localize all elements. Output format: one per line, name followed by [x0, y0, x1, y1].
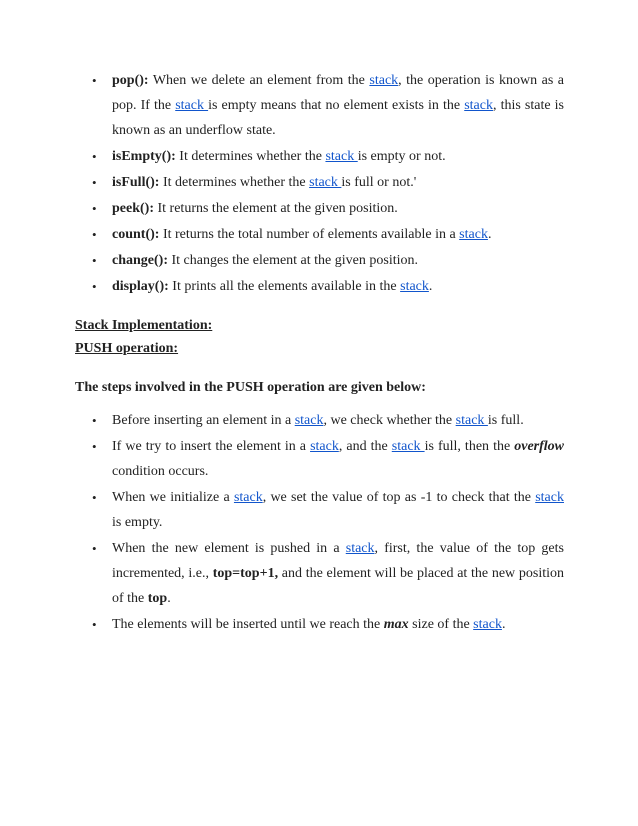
text: . — [428, 279, 433, 294]
stack-link[interactable]: stack — [309, 175, 342, 190]
text: When we delete an element from the — [148, 73, 370, 88]
text: , we check whether the — [323, 413, 456, 428]
stack-link[interactable]: stack — [175, 98, 209, 113]
text: and the element will be placed at the new position of the — [112, 566, 564, 606]
text: is full. — [487, 413, 524, 428]
text: When the new element is pushed in a — [112, 541, 346, 556]
text: It returns the element at the given position. — [154, 201, 398, 216]
stack-link[interactable]: stack — [310, 439, 339, 454]
push-steps-list — [112, 408, 564, 638]
text: It determines whether the — [159, 175, 310, 190]
emphasis-overflow: overflow — [514, 439, 564, 454]
emphasis-max: max — [383, 617, 409, 632]
stack-link[interactable]: stack — [459, 227, 488, 242]
stack-link[interactable]: stack — [233, 490, 263, 505]
list-item-isempty — [112, 144, 564, 169]
stack-link[interactable]: stack — [535, 490, 564, 505]
text: , the operation is known as a pop. If the — [112, 73, 564, 113]
text: , this state is known as an underflow state. — [112, 98, 564, 138]
text: is full or not.' — [341, 175, 417, 190]
list-item-step-3 — [112, 485, 564, 535]
text: condition occurs. — [112, 464, 209, 479]
list-item-count — [112, 222, 564, 247]
stack-link[interactable]: stack — [455, 413, 488, 428]
list-item-step-2 — [112, 434, 564, 484]
text: The elements will be inserted until we reach the — [112, 617, 384, 632]
text: Before inserting an element in a — [112, 413, 295, 428]
text: It prints all the elements available in the — [168, 279, 401, 294]
text: , first, the value of the top gets incremented, i.e., — [112, 541, 564, 581]
stack-link[interactable]: stack — [294, 413, 324, 428]
text: . — [167, 591, 171, 606]
text: It returns the total number of elements available in a — [159, 227, 460, 242]
text: is empty. — [112, 515, 163, 530]
operations-list — [112, 68, 564, 300]
text: size of the — [408, 617, 474, 632]
stack-link[interactable]: stack — [325, 149, 358, 164]
term-change: change(): — [112, 253, 168, 268]
text: is full, then the — [424, 439, 515, 454]
term-isempty: isEmpty(): — [112, 149, 176, 164]
list-item-step-1 — [112, 408, 564, 433]
term-pop: pop(): — [112, 73, 149, 88]
stack-link[interactable]: stack — [345, 541, 375, 556]
text: It determines whether the — [175, 149, 326, 164]
bold-top-increment: top=top+1, — [212, 566, 279, 581]
stack-link[interactable]: stack — [464, 98, 493, 113]
list-item-pop — [112, 68, 564, 143]
text: is empty or not. — [357, 149, 446, 164]
bold-top: top — [147, 591, 168, 606]
text: . — [487, 227, 492, 242]
stack-link[interactable]: stack — [369, 73, 399, 88]
text: , and the — [338, 439, 392, 454]
stack-link[interactable]: stack — [400, 279, 429, 294]
heading-stack-implementation: Stack Implementation: — [75, 318, 213, 333]
list-item-display — [112, 274, 564, 299]
text: When we initialize a — [112, 490, 234, 505]
term-count: count(): — [112, 227, 160, 242]
stack-link[interactable]: stack — [391, 439, 425, 454]
term-peek: peek(): — [112, 201, 154, 216]
text: , we set the value of top as -1 to check that the — [262, 490, 536, 505]
term-display: display(): — [112, 279, 169, 294]
list-item-peek — [112, 196, 564, 221]
heading-push-operation: PUSH operation: — [75, 341, 179, 356]
list-item-change — [112, 248, 564, 273]
text: If we try to insert the element in a — [112, 439, 311, 454]
steps-title: The steps involved in the PUSH operation are given below: — [75, 380, 426, 395]
list-item-isfull — [112, 170, 564, 195]
text: is empty means that no element exists in the — [208, 98, 465, 113]
text: . — [501, 617, 506, 632]
stack-link[interactable]: stack — [473, 617, 502, 632]
text: It changes the element at the given position. — [168, 253, 418, 268]
term-isfull: isFull(): — [112, 175, 160, 190]
list-item-step-5 — [112, 612, 564, 637]
list-item-step-4 — [112, 536, 564, 611]
